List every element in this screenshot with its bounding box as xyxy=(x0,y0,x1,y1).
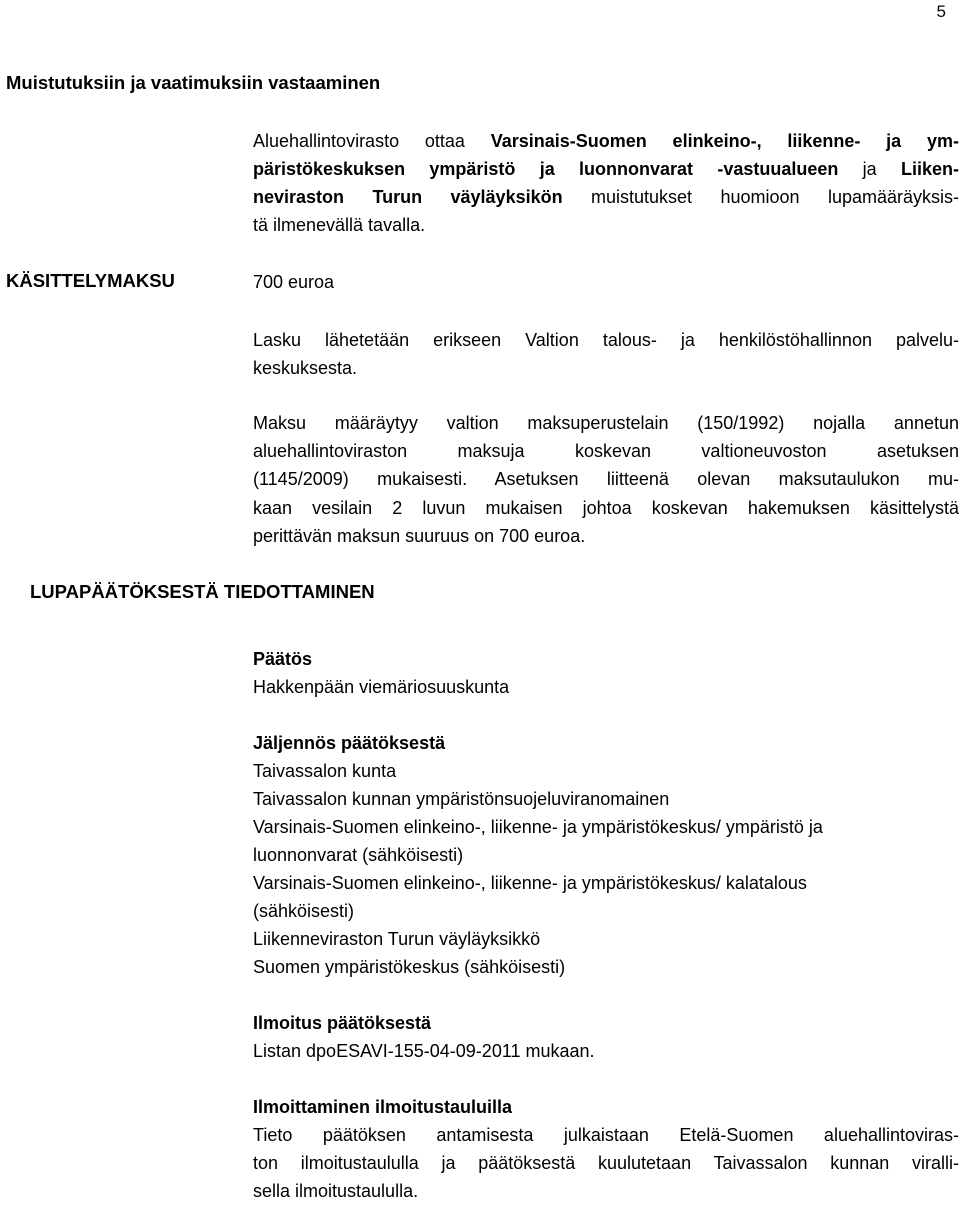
invoice-line: keskuksesta. xyxy=(253,358,358,378)
copy-title: Jäljennös päätöksestä xyxy=(253,733,446,753)
text-run: tä ilmenevällä tavalla. xyxy=(253,215,426,235)
responses-line-1 xyxy=(253,127,959,155)
board-line: Tieto päätöksen antamisesta julkaistaan Etelä-Suomen aluehallintoviras- xyxy=(253,1125,959,1145)
section-heading-responses: Muistutuksiin ja vaatimuksiin vastaaminen xyxy=(6,72,381,93)
decision-title: Päätös xyxy=(253,649,313,669)
decision-block xyxy=(253,645,959,701)
copy-recipient: luonnonvarat (sähköisesti) xyxy=(253,845,464,865)
copy-recipient: Varsinais-Suomen elinkeino-, liikenne- ja ympäristökeskus/ ympäristö ja xyxy=(253,817,823,837)
basis-line: kaan vesilain 2 luvun mukaisen johtoa koskevan hakemuksen käsittelystä xyxy=(253,497,959,518)
basis-line: (1145/2009) mukaisesti. Asetuksen liitteenä olevan maksutaulukon mu- xyxy=(253,469,959,490)
basis-line: perittävän maksun suuruus on 700 euroa. xyxy=(253,525,586,546)
responses-line-4 xyxy=(253,211,959,239)
copy-recipient: Suomen ympäristökeskus (sähköisesti) xyxy=(253,957,566,977)
board-block xyxy=(253,1093,959,1205)
section-heading-notification: LUPAPÄÄTÖKSESTÄ TIEDOTTAMINEN xyxy=(30,581,375,602)
bold-run: päristökeskuksen ympäristö ja luonnonvarat -vastuualueen xyxy=(253,159,839,179)
copy-recipient: Varsinais-Suomen elinkeino-, liikenne- ja ympäristökeskus/ kalatalous xyxy=(253,873,807,893)
copy-recipient: (sähköisesti) xyxy=(253,901,355,921)
basis-line: aluehallintoviraston maksuja koskevan valtioneuvoston asetuksen xyxy=(253,441,959,462)
bold-run: neviraston Turun väyläyksikön xyxy=(253,187,563,207)
responses-line-2 xyxy=(253,155,959,183)
copy-recipient: Taivassalon kunnan ympäristönsuojeluviranomainen xyxy=(253,789,670,809)
bold-run: Liiken- xyxy=(900,159,959,179)
basis-line: Maksu määräytyy valtion maksuperustelain (150/1992) nojalla annetun xyxy=(253,413,959,433)
copy-recipient: Liikenneviraston Turun väyläyksikkö xyxy=(253,929,541,949)
responses-line-3 xyxy=(253,183,959,211)
fee-basis-paragraph xyxy=(253,409,959,550)
page-number: 5 xyxy=(936,2,946,21)
responses-paragraph xyxy=(253,127,959,239)
text-run: ja xyxy=(838,159,901,179)
board-title: Ilmoittaminen ilmoitustauluilla xyxy=(253,1097,513,1117)
announcement-text: Listan dpoESAVI-155-04-09-2011 mukaan. xyxy=(253,1041,595,1061)
copy-block xyxy=(253,729,959,981)
copy-recipient: Taivassalon kunta xyxy=(253,761,397,781)
board-line: sella ilmoitustaululla. xyxy=(253,1181,419,1201)
bold-run: Varsinais-Suomen elinkeino-, liikenne- ja ym- xyxy=(490,131,959,151)
announcement-block xyxy=(253,1009,959,1065)
text-run: Aluehallintovirasto ottaa xyxy=(253,131,491,151)
invoice-line: Lasku lähetetään erikseen Valtion talous- ja henkilöstöhallinnon palvelu- xyxy=(253,330,959,350)
fee-label: KÄSITTELYMAKSU xyxy=(6,270,175,291)
text-run: muistutukset huomioon lupamääräyksis- xyxy=(562,187,959,207)
announcement-title: Ilmoitus päätöksestä xyxy=(253,1013,432,1033)
board-line: ton ilmoitustaululla ja päätöksestä kuulutetaan Taivassalon kunnan viralli- xyxy=(253,1153,959,1173)
fee-invoice-paragraph xyxy=(253,326,959,382)
decision-recipient: Hakkenpään viemäriosuuskunta xyxy=(253,677,510,697)
fee-amount: 700 euroa xyxy=(253,272,335,292)
